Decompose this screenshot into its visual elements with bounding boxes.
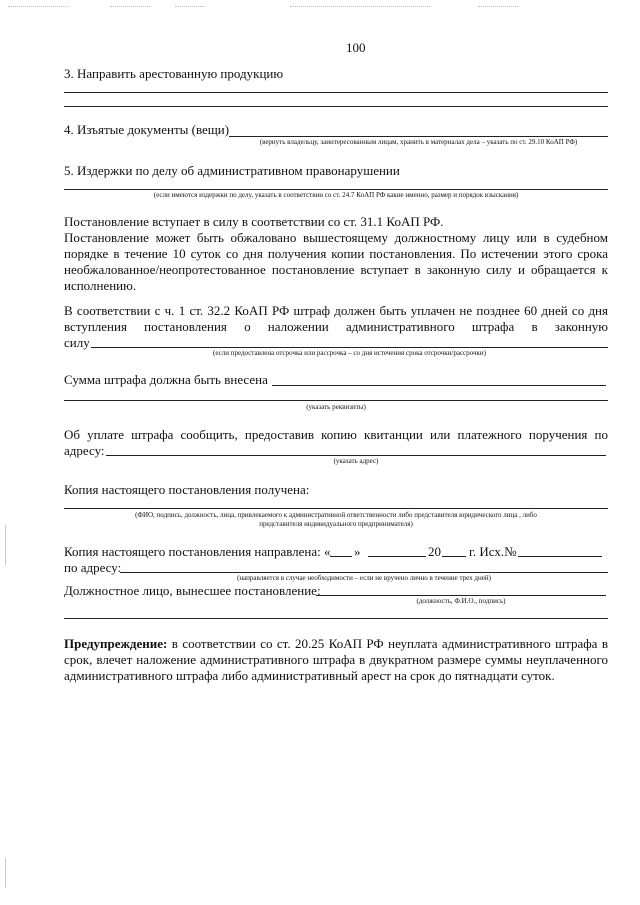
effect-paragraph: Постановление может быть обжаловано вышестоящему должностному лицу или в судебном порядке в течение 10 суток со дня получения копии постановления. По истечении этого срока необжалованное/неопротестованное постановление вступает в законную силу и обращается к исполнению. (64, 230, 608, 293)
copy-sent-year-line (442, 556, 466, 557)
copy-sent-month-line (368, 556, 426, 557)
item3-line-1 (64, 92, 608, 93)
official-hint: (должность, Ф.И.О., подпись) (416, 597, 506, 605)
payment-last-word: силу (64, 335, 90, 350)
copy-sent-day-line (330, 556, 352, 557)
effect-line: Постановление вступает в силу в соответствии со ст. 31.1 КоАП РФ. (64, 214, 444, 229)
scan-artifact (8, 6, 68, 7)
item4-hint: (вернуть владельцу, заинтересованным лицам, хранить в материалах дела – указать по ст. 29.10 КоАП РФ) (259, 138, 578, 146)
item4-label: 4. Изъятые документы (вещи) (64, 122, 230, 137)
official-label: Должностное лицо, вынесшее постановление: (64, 583, 321, 598)
scan-artifact (478, 6, 518, 7)
sum-label: Сумма штрафа должна быть внесена (64, 372, 268, 387)
scan-artifact (175, 6, 205, 7)
copy-received-label: Копия настоящего постановления получена: (64, 482, 310, 497)
item5-line (64, 189, 608, 190)
official-line (316, 595, 606, 596)
warning-paragraph (64, 636, 608, 684)
warning-bold: Предупреждение: (64, 636, 168, 651)
copy-sent-year-prefix: 20 (428, 544, 441, 559)
report-hint: (указать адрес) (333, 457, 379, 465)
item4-line (229, 136, 608, 137)
copy-sent-address-line (120, 572, 608, 573)
payment-paragraph: В соответствии с ч. 1 ст. 32.2 КоАП РФ штраф должен быть уплачен не позднее 60 дней со дня вступления постановления о наложении административного штрафа в законную (64, 303, 608, 334)
payment-hint: (если предоставлена отсрочка или рассрочка – со дня истечения срока отсрочки/рассрочки) (213, 349, 486, 357)
scan-artifact (110, 6, 150, 7)
item3-label: 3. Направить арестованную продукцию (64, 66, 284, 81)
report-address-label: адресу: (64, 443, 105, 458)
copy-received-hint-1: (ФИО, подпись, должность, лица, привлекаемого к административной ответственности либо представителя юридического лица , либо (135, 511, 537, 519)
scan-artifact (290, 6, 430, 7)
copy-sent-hint: (направляется в случае необходимости – если не вручено лично в течение трех дней) (237, 574, 491, 582)
copy-sent-label: Копия настоящего постановления направлена: « (64, 544, 331, 559)
item5-hint: (если имеются издержки по делу, указать в соответствии со ст. 24.7 КоАП РФ какие именно, размер и порядок взыскания) (153, 191, 519, 199)
copy-sent-quote-close: » (354, 544, 361, 559)
scan-artifact (5, 858, 6, 888)
item3-line-2 (64, 106, 608, 107)
copy-received-hint-2: представителя индивидуального предпринимателя) (259, 520, 413, 528)
report-address-line (106, 455, 606, 456)
sum-line-1 (272, 385, 606, 386)
sum-hint: (указать реквизиты) (306, 403, 366, 411)
copy-sent-number-line (518, 556, 602, 557)
report-paragraph: Об уплате штрафа сообщить, предоставив копию квитанции или платежного поручения по (64, 427, 608, 442)
sum-line-2 (64, 400, 608, 401)
copy-sent-year-suffix: г. Исх.№ (469, 544, 517, 559)
item5-label: 5. Издержки по делу об административном правонарушении (64, 163, 400, 178)
copy-received-line (64, 508, 608, 509)
copy-sent-address-label: по адресу: (64, 560, 122, 575)
warning-text: в соответствии со ст. 20.25 КоАП РФ неуплата административного штрафа в срок, влечет наложение административного штрафа в двукратном размере суммы неуплаченного административного штрафа либо административный арест на срок до пятнадцати суток. (64, 636, 608, 683)
official-bottom-line (64, 618, 608, 619)
payment-line (91, 347, 608, 348)
scan-artifact (5, 525, 6, 565)
page-number: 100 (346, 40, 366, 55)
